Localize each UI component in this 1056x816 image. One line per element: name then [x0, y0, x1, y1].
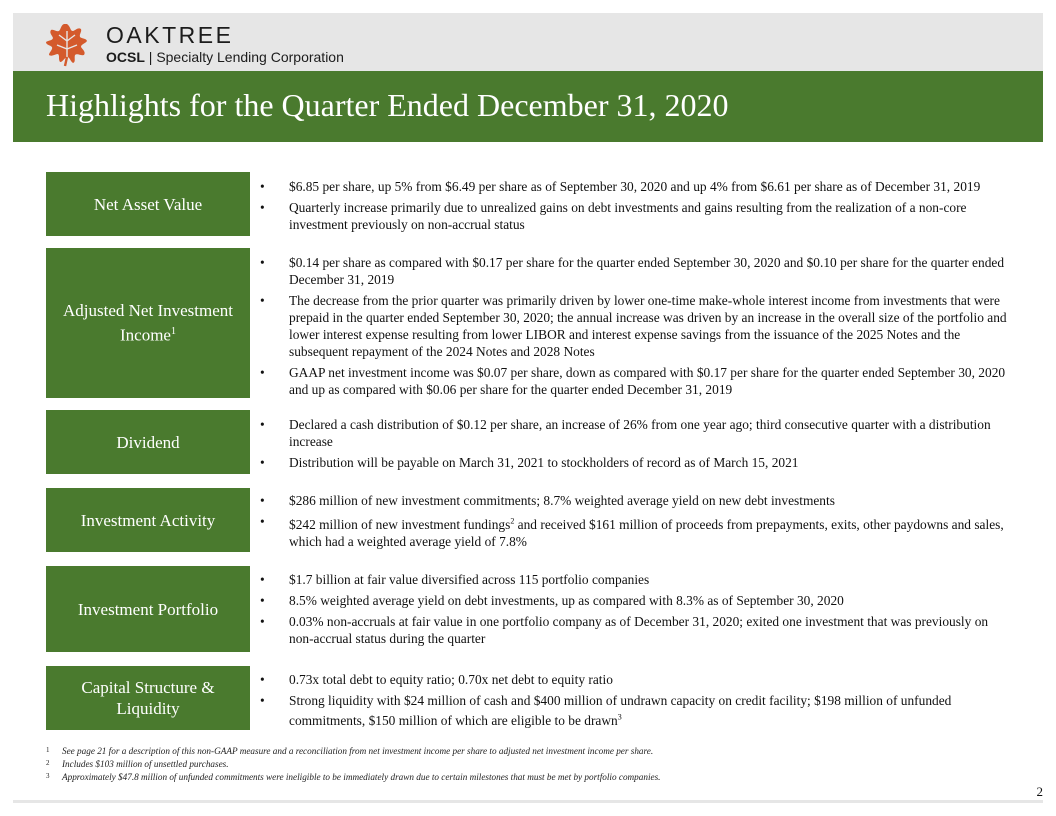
- brand-name: OAKTREE: [106, 22, 234, 48]
- bullet-text: The decrease from the prior quarter was primarily driven by lower one-time make-whole interest income from investments that were prepaid in the quarter ended September 30, 2020; the annual increase was driven by an increase in the overall size of the portfolio and lower interest expense resulting from lower LIBOR and interest expense savings from the issuance of the 2025 Notes and the subsequent repayment of the 2024 Notes and 2028 Notes: [289, 293, 1007, 359]
- bullet-text: GAAP net investment income was $0.07 per share, down as compared with $0.17 per share for the quarter ended September 30, 2020 and up as compared with $0.06 per share for the quarter ended December 31, 2019: [289, 365, 1006, 397]
- footnotes: [46, 745, 1026, 784]
- bullet-dot: •: [260, 693, 265, 708]
- bullet-item: [258, 416, 1010, 450]
- label-text: Dividend: [116, 432, 180, 452]
- bullet-item: [258, 178, 1010, 195]
- label-text: [52, 300, 244, 346]
- label-main: Adjusted Net Investment Income: [63, 301, 233, 345]
- bullet-text-part: Strong liquidity with $24 million of cash and $400 million of undrawn capacity on credit facility; $198 million of unfunded commitments, $150 million of which are eligible to be drawn: [289, 693, 952, 729]
- tagline-separator: |: [144, 49, 157, 65]
- bullet-text-part: $242 million of new investment fundings: [289, 517, 511, 533]
- bullet-item: [258, 571, 1010, 588]
- bullets-capital-structure: [258, 671, 1010, 733]
- bullets-net-asset-value: [258, 178, 1010, 237]
- section-label-investment-portfolio: [46, 566, 250, 652]
- footnote-1: [46, 745, 1026, 758]
- company-name: Specialty Lending Corporation: [156, 49, 344, 65]
- footnote-ref: 2: [510, 517, 515, 526]
- bullet-dot: •: [260, 614, 265, 629]
- bullet-item: [258, 513, 1010, 550]
- footnote-number: 2: [46, 759, 50, 767]
- bullet-text: Quarterly increase primarily due to unrealized gains on debt investments and gains resulting from the realization of a non-core investment previously on non-accrual status: [289, 200, 967, 232]
- bullet-dot: •: [260, 365, 265, 380]
- header-bar: [13, 13, 1043, 71]
- footnote-text: Includes $103 million of unsettled purchases.: [62, 759, 229, 769]
- bullet-dot: •: [260, 417, 265, 432]
- page-title: Highlights for the Quarter Ended December 31, 2020: [46, 87, 729, 123]
- bullet-text: Distribution will be payable on March 31, 2021 to stockholders of record as of March 15, 2021: [289, 455, 799, 470]
- bullet-dot: •: [260, 293, 265, 308]
- bottom-rule: [13, 800, 1043, 803]
- section-label-net-asset-value: [46, 172, 250, 236]
- bullet-dot: •: [260, 593, 265, 608]
- footnote-number: 3: [46, 772, 50, 780]
- bullet-text: 0.03% non-accruals at fair value in one portfolio company as of December 31, 2020; exited one investment that was previously on non-accrual status during the quarter: [289, 614, 989, 646]
- title-bar: [13, 71, 1043, 142]
- section-label-capital-structure: [46, 666, 250, 730]
- bullet-dot: •: [260, 572, 265, 587]
- footnote-text: See page 21 for a description of this non-GAAP measure and a reconciliation from net investment income per share to adjusted net investment income per share.: [62, 746, 654, 756]
- company-tagline: [106, 48, 344, 66]
- page-number: 2: [1036, 784, 1043, 799]
- footnote-number: 1: [46, 746, 50, 754]
- bullet-item: [258, 292, 1010, 360]
- bullet-item: [258, 613, 1010, 647]
- bullet-item: [258, 364, 1010, 398]
- section-label-adjusted-nii: [46, 248, 250, 398]
- bullet-dot: •: [260, 493, 265, 508]
- bullets-adjusted-nii: [258, 254, 1010, 402]
- label-text: Capital Structure & Liquidity: [81, 678, 215, 718]
- bullet-item: [258, 492, 1010, 509]
- bullet-item: [258, 454, 1010, 471]
- bullet-item: [258, 692, 1010, 729]
- bullets-dividend: [258, 416, 1010, 475]
- label-text: Investment Portfolio: [77, 599, 219, 619]
- bullet-dot: •: [260, 255, 265, 270]
- bullet-dot: •: [260, 179, 265, 194]
- bullet-dot: •: [260, 514, 265, 529]
- bullet-item: [258, 199, 1010, 233]
- bullet-dot: •: [260, 200, 265, 215]
- bullet-text: Declared a cash distribution of $0.12 per share, an increase of 26% from one year ago; third consecutive quarter with a distribution increase: [289, 417, 991, 449]
- bullet-item: [258, 671, 1010, 688]
- oak-leaf-icon: [45, 21, 89, 67]
- label-text: Investment Activity: [80, 510, 216, 530]
- footnote-2: [46, 758, 1026, 771]
- bullet-text: [289, 693, 951, 728]
- bullet-text: $0.14 per share as compared with $0.17 per share for the quarter ended September 30, 2020 and $0.10 per share for the quarter ended December 31, 2019: [289, 255, 1005, 287]
- bullet-item: [258, 254, 1010, 288]
- bullet-text: 0.73x total debt to equity ratio; 0.70x net debt to equity ratio: [289, 672, 613, 687]
- bullet-text: $286 million of new investment commitments; 8.7% weighted average yield on new debt investments: [289, 493, 835, 508]
- footnote-ref: 3: [617, 713, 622, 722]
- ticker: OCSL: [106, 49, 145, 65]
- bullet-text-part: and received $161 million of proceeds from prepayments, exits, other paydowns and sales, which had a weighted average yield of 7.8%: [289, 517, 1004, 550]
- footnote-text: Approximately $47.8 million of unfunded commitments were ineligible to be immediately drawn due to certain milestones that must be met by portfolio companies.: [62, 772, 661, 782]
- bullet-dot: •: [260, 455, 265, 470]
- bullet-dot: •: [260, 672, 265, 687]
- bullets-investment-activity: [258, 492, 1010, 554]
- bullets-investment-portfolio: [258, 571, 1010, 651]
- section-label-investment-activity: [46, 488, 250, 552]
- bullet-text: 8.5% weighted average yield on debt investments, up as compared with 8.3% as of September 30, 2020: [289, 593, 844, 608]
- label-text: Net Asset Value: [93, 194, 203, 214]
- bullet-text: $6.85 per share, up 5% from $6.49 per share as of September 30, 2020 and up 4% from $6.61 per share as of December 31, 2019: [289, 179, 981, 194]
- footnote-3: [46, 771, 1026, 784]
- bullet-text: [289, 517, 1004, 549]
- bullet-item: [258, 592, 1010, 609]
- label-footnote-ref: 1: [170, 326, 176, 338]
- bullet-text: $1.7 billion at fair value diversified across 115 portfolio companies: [289, 572, 650, 587]
- section-label-dividend: [46, 410, 250, 474]
